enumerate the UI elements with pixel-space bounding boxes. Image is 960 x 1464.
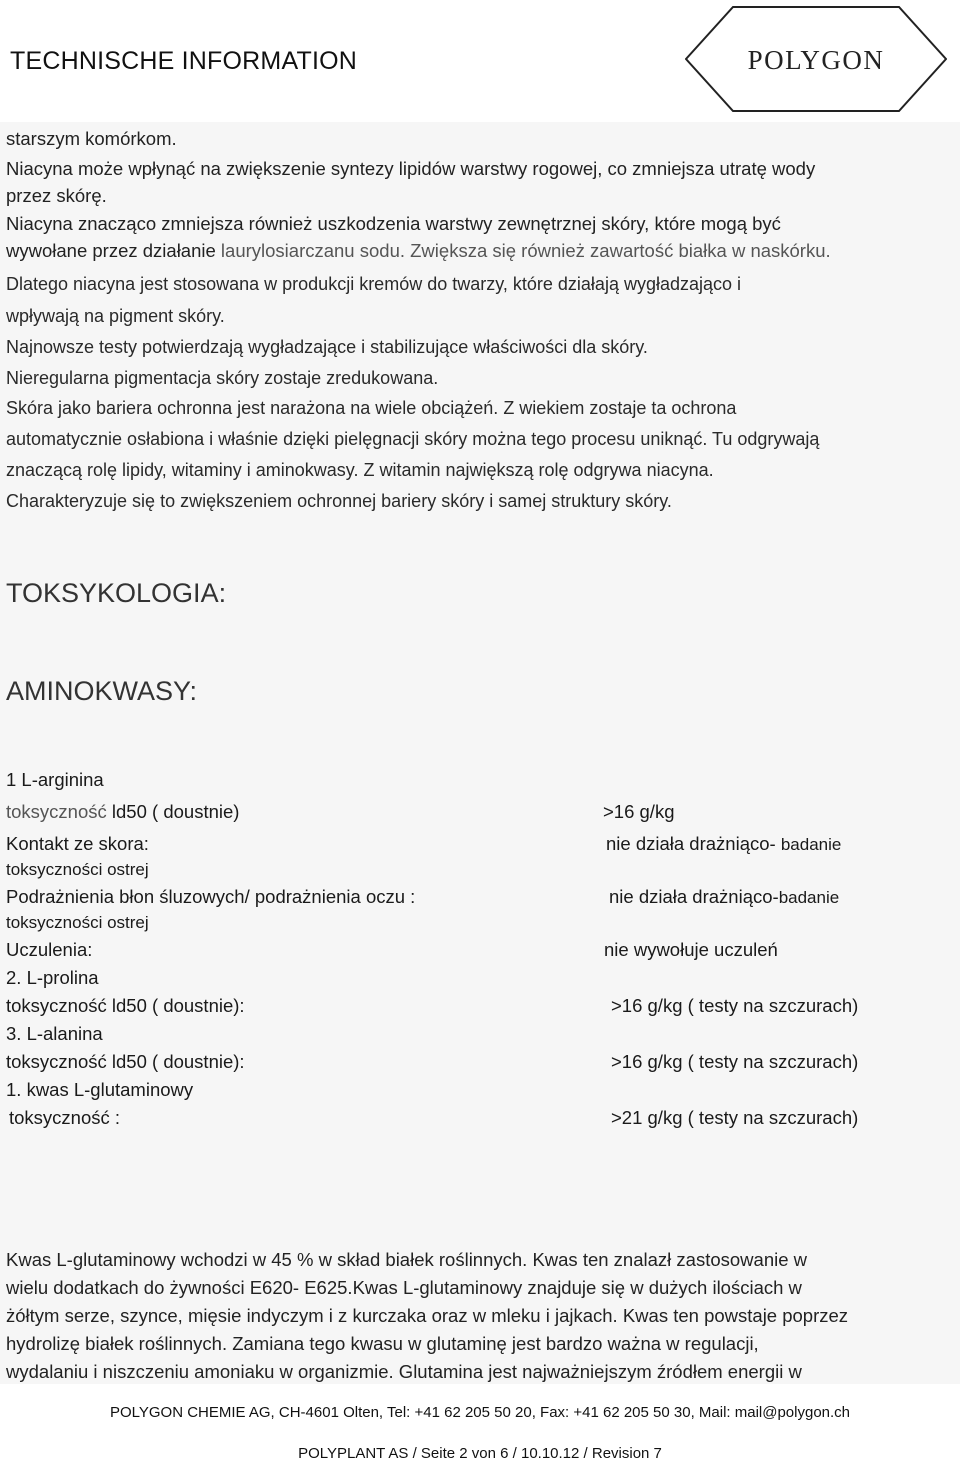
- footer-company-info: POLYGON CHEMIE AG, CH-4601 Olten, Tel: +41 62 205 50 20, Fax: +41 62 205 50 30, Mail: mail@polygon.ch: [109, 1404, 851, 1421]
- amino-acid-title: 3. L-alanina: [6, 1023, 103, 1044]
- tox-label: Kontakt ze skora:: [6, 833, 149, 854]
- tox-value: [609, 886, 839, 908]
- intro-line: [6, 240, 831, 262]
- intro-line: Charakteryzuje się to zwiększeniem ochronnej bariery skóry i samej struktury skóry.: [6, 491, 672, 511]
- intro-line-part: Skóra jako bariera ochronna jest narażona na wiele obciążeń.: [6, 398, 499, 418]
- amino-acid-title: 1 L-arginina: [6, 769, 104, 790]
- closing-line: hydrolizę białek roślinnych. Zamiana tego kwasu w glutaminę jest bardzo ważna w regulacji,: [6, 1333, 759, 1354]
- intro-line: starszym komórkom.: [6, 128, 177, 149]
- tox-value-part: nie działa drażniąco-: [609, 886, 779, 907]
- intro-line: Najnowsze testy potwierdzają wygładzające i stabilizujące właściwości dla skóry.: [6, 337, 648, 357]
- tox-label: toksyczności ostrej: [6, 860, 149, 879]
- intro-line: Dlatego niacyna jest stosowana w produkcji kremów do twarzy, które działają wygładzająco i: [6, 274, 742, 294]
- tox-label-part: toksyczność: [6, 801, 112, 822]
- tox-value: [606, 833, 841, 855]
- intro-line: wpływają na pigment skóry.: [6, 306, 225, 326]
- closing-line: żółtym serze, szynce, mięsie indyczym i z kurczaka oraz w mleku i jajkach. Kwas ten powstaje poprzez: [6, 1305, 849, 1326]
- polygon-logo: [685, 6, 947, 112]
- intro-line: automatycznie osłabiona i właśnie dzięki pielęgnacji skóry można tego procesu uniknąć. Tu odgrywają: [6, 429, 820, 449]
- amino-acid-title: 1. kwas L-glutaminowy: [6, 1079, 194, 1100]
- intro-line: Niacyna znacząco zmniejsza również uszkodzenia warstwy zewnętrznej skóry, które mogą być: [6, 213, 781, 234]
- tox-label: Uczulenia:: [6, 939, 93, 960]
- intro-line: Nieregularna pigmentacja skóry zostaje zredukowana.: [6, 368, 439, 388]
- section-heading-aminokwasy: AMINOKWASY:: [6, 676, 198, 706]
- tox-value: nie wywołuje uczuleń: [604, 939, 778, 960]
- amino-acid-title: 2. L-prolina: [6, 967, 99, 988]
- tox-label-part: ld50 ( doustnie): [111, 801, 240, 822]
- tox-value: >16 g/kg ( testy na szczurach): [611, 1051, 859, 1072]
- tox-value: >16 g/kg: [603, 801, 675, 822]
- tox-label: toksyczność ld50 ( doustnie):: [6, 1051, 245, 1072]
- tox-label: Podrażnienia błon śluzowych/ podrażnienia oczu :: [6, 886, 416, 907]
- closing-line: Kwas L-glutaminowy wchodzi w 45 % w skład białek roślinnych. Kwas ten znalazł zastosowanie w: [6, 1249, 808, 1270]
- tox-value-suffix: badanie: [778, 888, 840, 907]
- tox-label: toksyczność :: [9, 1107, 121, 1128]
- intro-line-part: wywołane przez działanie: [6, 240, 221, 261]
- section-heading-toksykologia: TOKSYKOLOGIA:: [6, 578, 227, 608]
- closing-line: wydalaniu i niszczeniu amoniaku w organizmie. Glutamina jest najważniejszym źródłem energii w: [6, 1361, 802, 1382]
- intro-line-part: laurylosiarczanu sodu. Zwiększa się również zawartość białka w naskórku.: [220, 240, 831, 261]
- tox-value: >21 g/kg ( testy na szczurach): [611, 1107, 859, 1128]
- tox-value-suffix: badanie: [780, 835, 842, 854]
- intro-line: [6, 398, 736, 419]
- tox-value-part: nie działa drażniąco-: [606, 833, 781, 854]
- tox-label: toksyczności ostrej: [6, 913, 149, 932]
- intro-line: Niacyna może wpłynąć na zwiększenie syntezy lipidów warstwy rogowej, co zmniejsza utratę wody: [6, 158, 816, 179]
- intro-line-part: Z wiekiem zostaje ta ochrona: [498, 398, 737, 418]
- document-header-title: TECHNISCHE INFORMATION: [10, 47, 357, 75]
- closing-line: wielu dodatkach do żywności E620- E625.Kwas L-glutaminowy znajduje się w dużych ilościach w: [6, 1277, 802, 1298]
- tox-label: toksyczność ld50 ( doustnie):: [6, 995, 245, 1016]
- intro-line: przez skórę.: [6, 185, 107, 206]
- intro-line: znaczącą rolę lipidy, witaminy i aminokwasy. Z witamin największą rolę odgrywa niacyna.: [6, 460, 714, 480]
- footer-page-info: POLYPLANT AS / Seite 2 von 6 / 10.10.12 / Revision 7: [298, 1445, 662, 1462]
- tox-label: [6, 801, 239, 823]
- tox-value: >16 g/kg ( testy na szczurach): [611, 995, 859, 1016]
- logo-text: POLYGON: [747, 45, 885, 75]
